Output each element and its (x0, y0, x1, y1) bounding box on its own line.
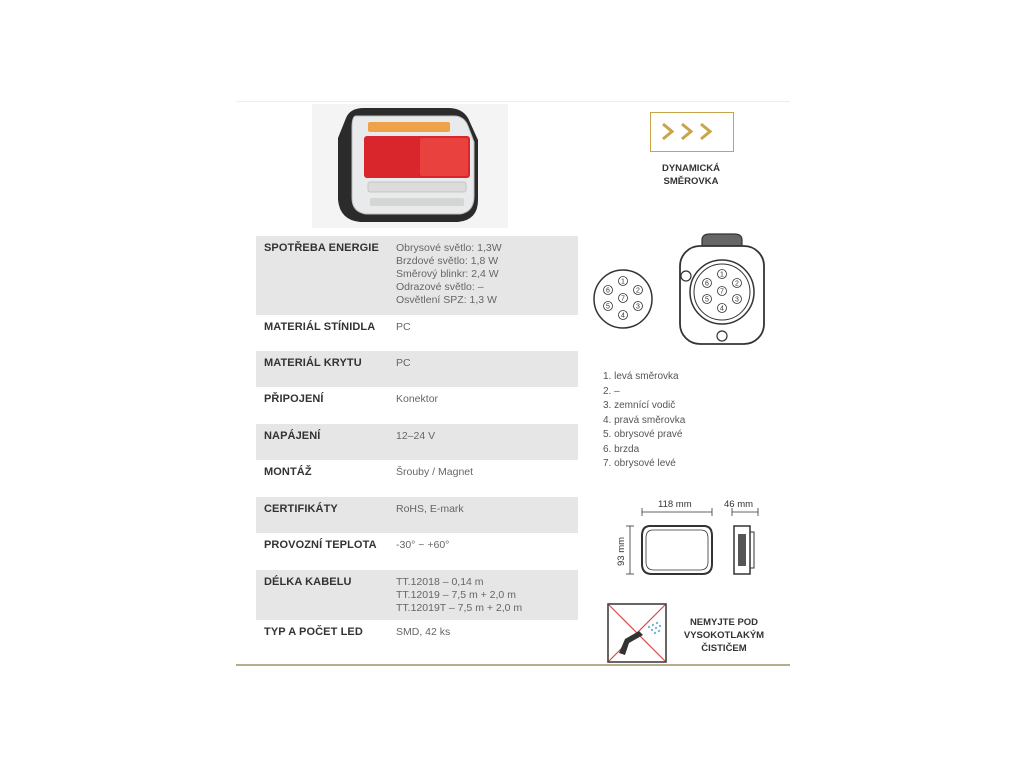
pin-label: 3 (636, 303, 640, 311)
spec-row-cover-material (256, 351, 578, 387)
pin-label: 7 (621, 295, 625, 303)
warning-label: NEMYJTE POD VYSOKOTLAKÝM ČISTIČEM (683, 617, 765, 654)
spec-row-cable-length (256, 570, 578, 620)
spec-label: PŘIPOJENÍ (264, 393, 324, 405)
spec-value: Obrysové světlo: 1,3W Brzdové světlo: 1,8 W Směrový blinkr: 2,4 W Odrazové světlo: – Osvětlení SPZ: 1,3 W (396, 242, 502, 306)
spec-row-certificates (256, 497, 578, 533)
spec-value: TT.12018 – 0,14 m TT.12019 – 7,5 m + 2,0 m TT.12019T – 7,5 m + 2,0 m (396, 576, 523, 614)
spec-row-temperature (256, 533, 578, 570)
height-label: 93 mm (616, 536, 627, 566)
width-label: 118 mm (658, 499, 692, 510)
pin-item: 7. obrysové levé (603, 458, 676, 469)
pin-label: 4 (720, 305, 724, 313)
connector-plug-diagram (592, 268, 654, 330)
spec-label: MATERIÁL KRYTU (264, 357, 362, 369)
pin-label: 2 (735, 280, 739, 288)
top-divider (236, 101, 790, 102)
pin-label: 1 (720, 271, 724, 279)
pin-label: 3 (735, 296, 739, 304)
pin-item: 6. brzda (603, 443, 640, 455)
spec-value: 12–24 V (396, 430, 436, 442)
spec-label: DÉLKA KABELU (264, 576, 352, 588)
spec-value: PC (396, 321, 411, 333)
spec-row-led (256, 620, 578, 652)
spec-value: -30° ~ +60° (396, 539, 450, 551)
pin-label: 7 (720, 288, 724, 296)
pin-item: 3. zemnící vodič (603, 400, 676, 411)
spec-label: CERTIFIKÁTY (264, 503, 338, 515)
spec-value: RoHS, E-mark (396, 503, 464, 515)
pin-label: 4 (621, 312, 625, 320)
connector-socket-diagram (672, 232, 772, 352)
pin-label: 6 (705, 280, 709, 288)
pin-legend (603, 370, 685, 472)
spec-label: MONTÁŽ (264, 466, 312, 478)
spec-label: NAPÁJENÍ (264, 430, 321, 442)
pin-item: 1. levá směrovka (603, 371, 679, 382)
pin-item: 4. pravá směrovka (603, 414, 686, 426)
dynamic-indicator-label: DYNAMICKÁ SMĚROVKA (661, 163, 721, 187)
dynamic-indicator-badge (650, 112, 734, 152)
spec-row-mounting (256, 460, 578, 497)
spec-label: PROVOZNÍ TEPLOTA (264, 539, 377, 551)
pin-item: 2. – (603, 385, 620, 397)
spec-label: TYP A POČET LED (264, 626, 363, 638)
dimensions-diagram (612, 494, 772, 584)
triple-chevron-icon (651, 113, 732, 150)
pin-label: 5 (705, 296, 709, 304)
pin-label: 2 (636, 287, 640, 295)
spec-value: Konektor (396, 393, 439, 405)
bottom-divider (236, 664, 790, 666)
spec-value: Šrouby / Magnet (396, 466, 474, 478)
pin-label: 1 (621, 278, 625, 286)
pin-label: 6 (606, 287, 610, 295)
no-pressure-washer-icon (607, 603, 667, 663)
spec-value: SMD, 42 ks (396, 626, 451, 638)
spec-table (256, 236, 578, 652)
spec-label: SPOTŘEBA ENERGIE (264, 242, 379, 254)
pin-item: 5. obrysové pravé (603, 429, 683, 440)
spec-row-connection (256, 387, 578, 424)
pin-label: 5 (606, 303, 610, 311)
rear-lamp-image (312, 104, 508, 228)
spec-row-power (256, 424, 578, 460)
spec-row-energy (256, 236, 578, 315)
spec-row-shade-material (256, 315, 578, 351)
spec-value: PC (396, 357, 411, 369)
spec-label: MATERIÁL STÍNIDLA (264, 321, 376, 333)
depth-label: 46 mm (724, 499, 754, 510)
